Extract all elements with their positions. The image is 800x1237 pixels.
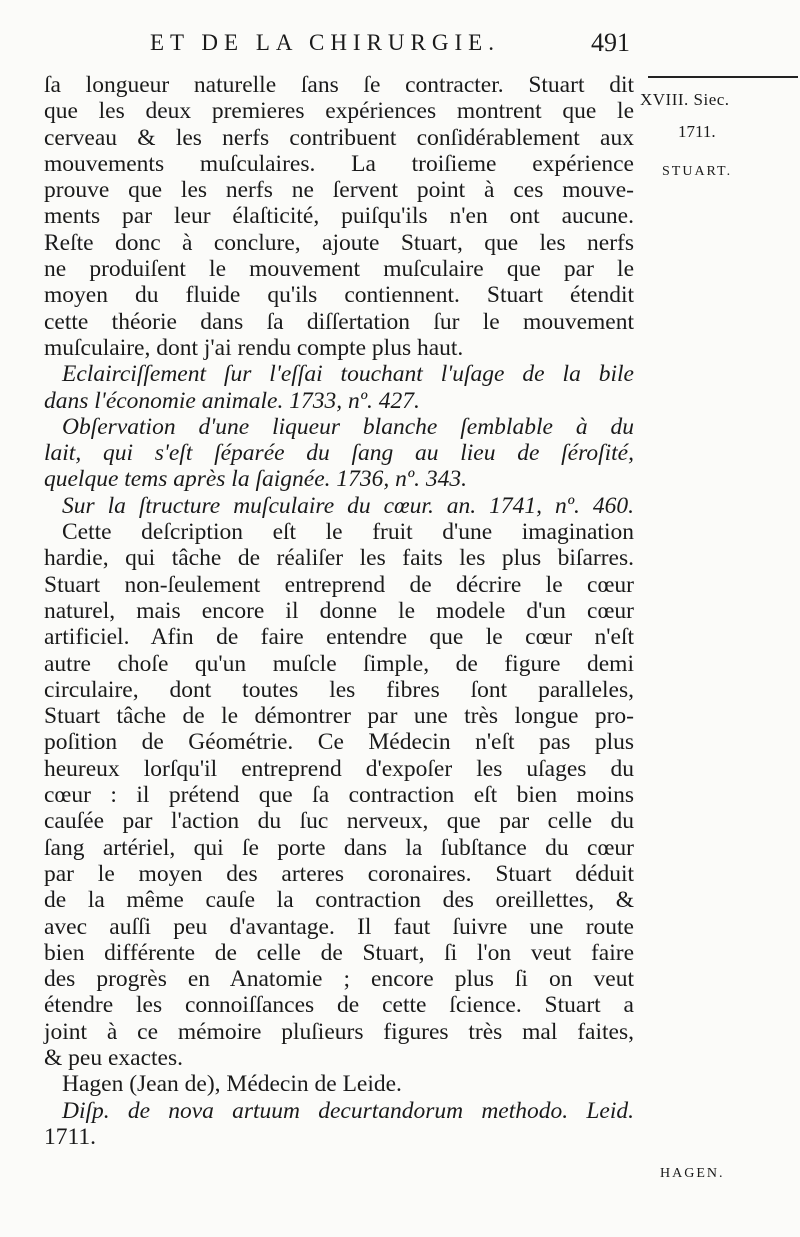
text-line: mouvements muſculaires. La troiſieme expérience <box>44 150 634 177</box>
text-line: ſa longueur naturelle ſans ſe contracter. Stuart dit <box>44 72 634 98</box>
text-line: joint à ce mémoire pluſieurs figures très mal faites, <box>44 1018 634 1045</box>
text-line: étendre les connoiſſances de cette ſcience. Stuart a <box>44 992 634 1019</box>
text-line: muſculaire, dont j'ai rendu compte plus haut. <box>44 334 464 361</box>
margin-rule <box>648 76 798 78</box>
text-line: autre choſe qu'un muſcle ſimple, de figure demi <box>44 650 634 677</box>
citation-line: Sur la ſtructure muſculaire du cœur. an. 1741, nº. 460. <box>62 492 634 519</box>
margin-year: 1711. <box>678 122 716 141</box>
text-line: ments par leur élaſticité, puiſqu'ils n'en ont aucune. <box>44 203 634 230</box>
margin-name-stuart: STUART. <box>662 164 733 179</box>
text-line: bien différente de celle de Stuart, ſi l'on veut faire <box>44 939 634 966</box>
page-header <box>130 30 630 62</box>
margin-century: XVIII. Siec. <box>640 90 730 109</box>
text-line: Stuart tâche de le démontrer par une très longue pro- <box>44 703 634 730</box>
text-line: Cette deſcription eſt le fruit d'une imagination <box>62 519 634 546</box>
text-line: des progrès en Anatomie ; encore plus ſi on veut <box>44 966 634 993</box>
entry-heading: Hagen (Jean de), Médecin de Leide. <box>62 1071 402 1098</box>
text-line: cerveau & les nerfs contribuent conſidérablement aux <box>44 124 634 151</box>
text-line: moyen du fluide qu'ils contiennent. Stuart étendit <box>44 282 634 309</box>
text-line: cœur : il prétend que ſa contraction eſt bien moins <box>44 782 634 809</box>
text-line: que les deux premieres expériences montrent que le <box>44 98 634 125</box>
text-line: naturel, mais encore il donne le modele d'un cœur <box>44 597 634 624</box>
text-line: hardie, qui tâche de réaliſer les faits les plus biſarres. <box>44 545 634 572</box>
text-line: prouve que les nerfs ne ſervent point à ces mouve- <box>44 177 634 204</box>
citation-line: lait, qui s'eſt ſéparée du ſang au lieu de ſéroſité, <box>44 440 634 467</box>
text-line: heureux lorſqu'il entreprend d'expoſer les uſages du <box>44 755 634 782</box>
text-line: ne produiſent le mouvement muſculaire que par le <box>44 256 634 283</box>
text-line: cauſée par l'action du ſuc nerveux, que par celle du <box>44 808 634 835</box>
running-title: ET DE LA CHIRURGIE. <box>150 30 500 55</box>
text-line: Stuart non-ſeulement entreprend de décrire le cœur <box>44 571 634 598</box>
citation-line: Diſp. de nova artuum decurtandorum methodo. Leid. <box>62 1097 634 1124</box>
text-line: par le moyen des arteres coronaires. Stuart déduit <box>44 860 634 887</box>
text-line: artificiel. Afin de faire entendre que le cœur n'eſt <box>44 624 634 651</box>
text-line: circulaire, dont toutes les fibres ſont paralleles, <box>44 676 634 703</box>
page-number: 491 <box>591 28 630 57</box>
body-text <box>44 72 634 1150</box>
text-line: & peu exactes. <box>44 1044 183 1071</box>
text-line: de la même cauſe la contraction des oreillettes, & <box>44 887 634 914</box>
text-line: avec auſſi peu d'avantage. Il faut ſuivre une route <box>44 913 634 940</box>
text-line: Reſte donc à conclure, ajoute Stuart, que les nerfs <box>44 229 634 256</box>
text-line: poſition de Géométrie. Ce Médecin n'eſt pas plus <box>44 729 634 756</box>
text-line: ſang artériel, qui ſe porte dans la ſubſtance du cœur <box>44 834 634 861</box>
citation-line: quelque tems après la ſaignée. 1736, nº. 343. <box>44 466 468 493</box>
citation-line: Eclairciſſement ſur l'eſſai touchant l'uſage de la bile <box>62 361 634 388</box>
text-line: cette théorie dans ſa diſſertation ſur le mouvement <box>44 308 634 335</box>
citation-line: Obſervation d'une liqueur blanche ſemblable à du <box>62 413 634 440</box>
margin-name-hagen: HAGEN. <box>660 1166 725 1181</box>
citation-line: dans l'économie animale. 1733, nº. 427. <box>44 387 420 414</box>
text-line: 1711. <box>44 1123 97 1150</box>
